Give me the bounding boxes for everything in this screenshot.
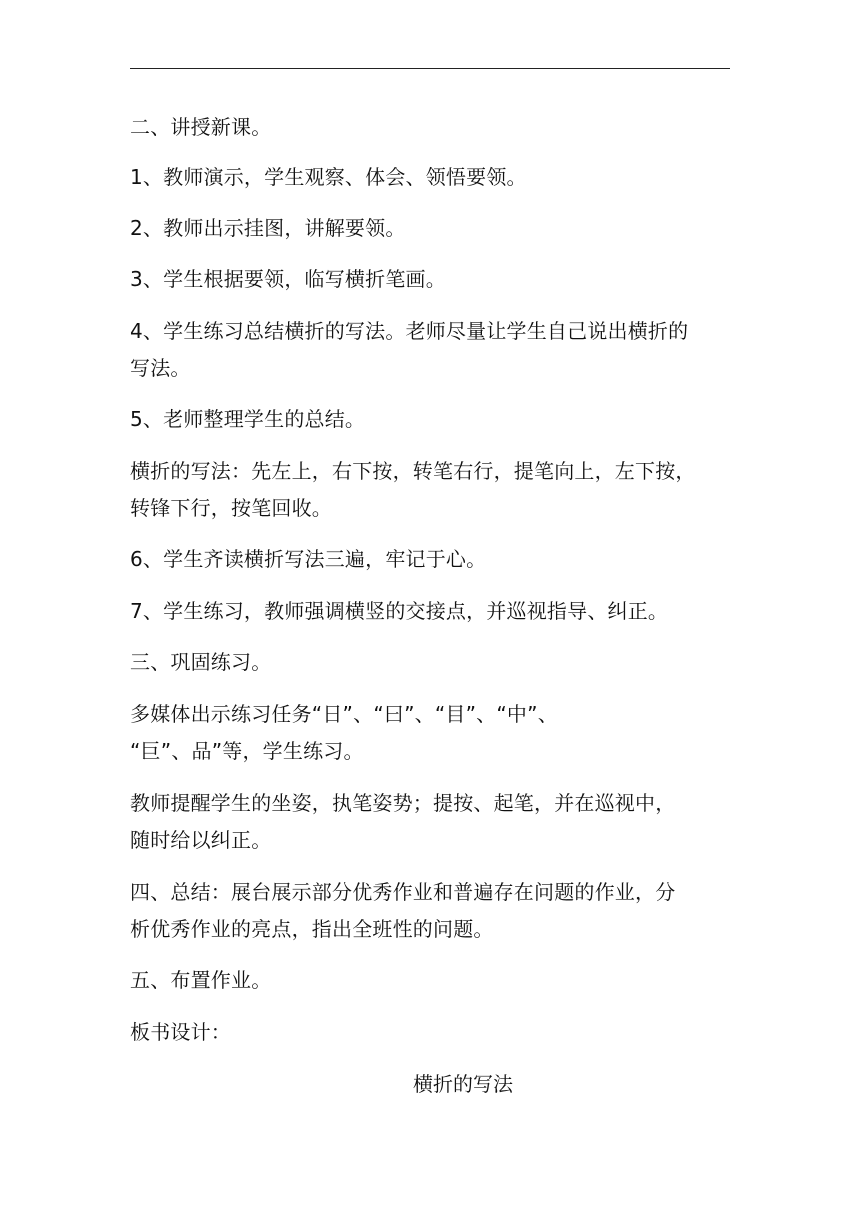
summary-line-2: 析优秀作业的亮点，指出全班性的问题。	[130, 917, 494, 941]
method-line-1: 横折的写法：先左上，右下按，转笔右行，提笔向上，左下按，	[130, 459, 696, 483]
section-heading-new-lesson: 二、讲授新课。	[130, 115, 272, 139]
practice-task-line-2: “巨”、品”等，学生练习。	[130, 739, 364, 763]
step-4-line-2: 写法。	[130, 356, 191, 380]
step-2: 2、教师出示挂图，讲解要领。	[130, 216, 406, 240]
section-heading-practice: 三、巩固练习。	[130, 650, 272, 674]
step-6: 6、学生齐读横折写法三遍，牢记于心。	[130, 547, 487, 571]
summary-line-1: 四、总结：展台展示部分优秀作业和普遍存在问题的作业，分	[130, 880, 676, 904]
header-rule	[130, 68, 730, 69]
practice-task-line-1: 多媒体出示练习任务“日”、“曰”、“目”、“中”、	[130, 702, 558, 726]
teacher-reminder-line-2: 随时给以纠正。	[130, 828, 272, 852]
step-1: 1、教师演示，学生观察、体会、领悟要领。	[130, 165, 527, 189]
step-5: 5、老师整理学生的总结。	[130, 407, 366, 431]
board-design-label: 板书设计：	[130, 1020, 231, 1044]
step-4-line-1: 4、学生练习总结横折的写法。老师尽量让学生自己说出横折的	[130, 319, 689, 343]
method-line-2: 转锋下行，按笔回收。	[130, 496, 332, 520]
board-design-title: 横折的写法	[413, 1072, 513, 1096]
step-7: 7、学生练习，教师强调横竖的交接点，并巡视指导、纠正。	[130, 599, 669, 623]
teacher-reminder-line-1: 教师提醒学生的坐姿，执笔姿势；提按、起笔，并在巡视中，	[130, 791, 676, 815]
homework-heading: 五、布置作业。	[130, 968, 272, 992]
step-3: 3、学生根据要领，临写横折笔画。	[130, 267, 446, 291]
